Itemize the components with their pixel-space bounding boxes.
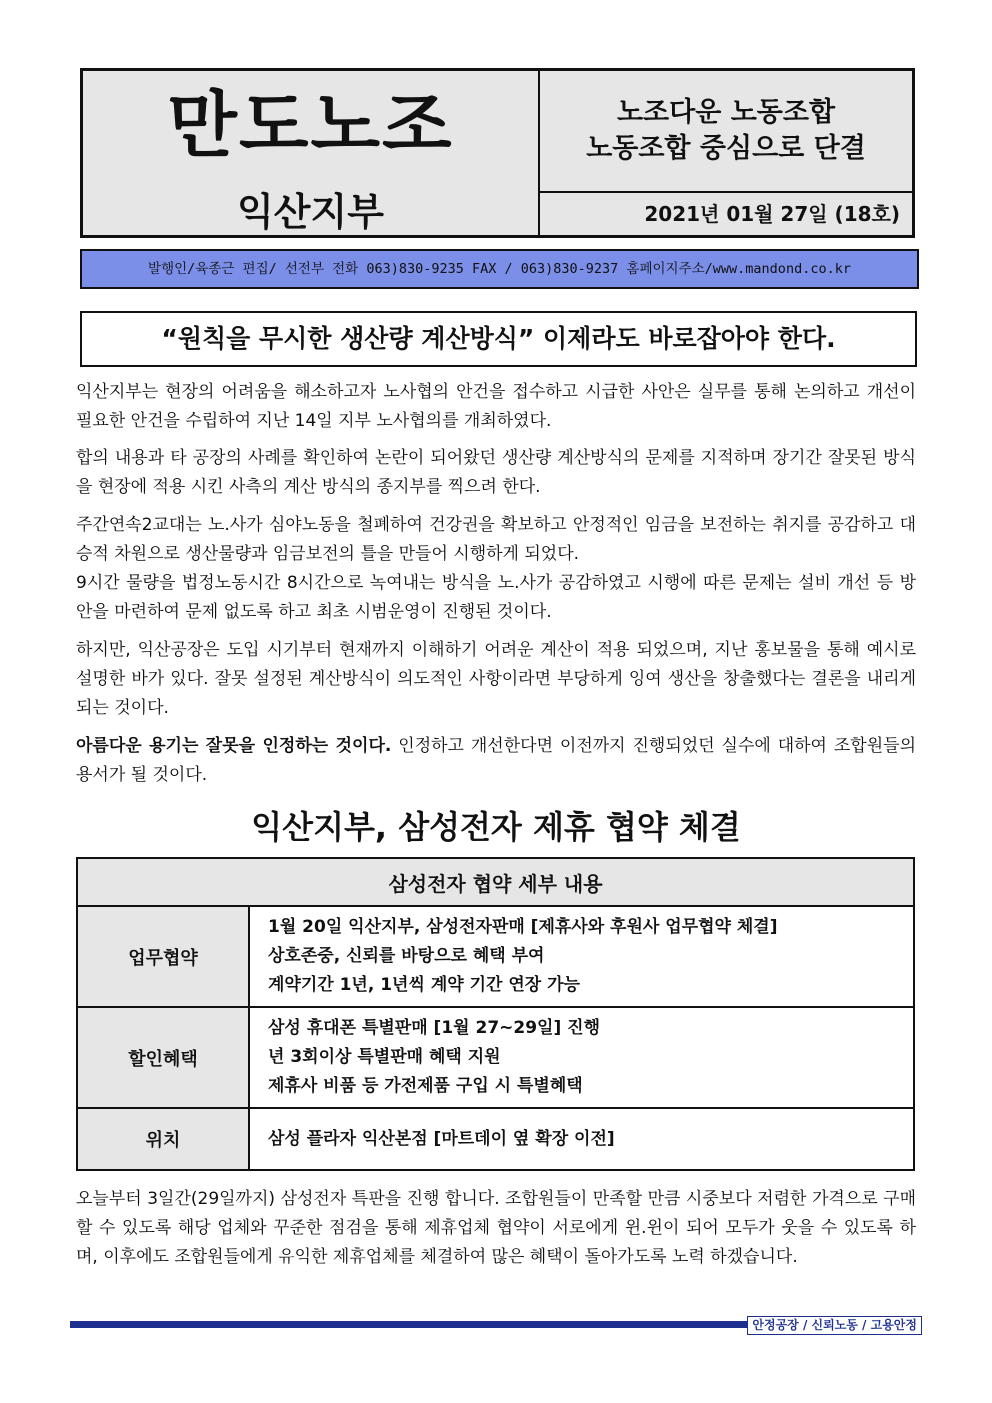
newsletter-title: 만도노조 xyxy=(167,83,454,167)
slogan-box xyxy=(540,71,912,193)
row-line: 년 3회이상 특별판매 혜택 지원 xyxy=(268,1047,501,1067)
masthead xyxy=(80,68,915,238)
row-content xyxy=(249,1007,914,1108)
row-line: 제휴사 비품 등 가전제품 구입 시 특별혜택 xyxy=(268,1076,583,1096)
row-content xyxy=(249,1108,914,1170)
slogan xyxy=(540,95,912,167)
table-row xyxy=(77,906,914,1007)
closing-paragraph: 오늘부터 3일간(29일까지) 삼성전자 특판을 진행 합니다. 조합원들이 만족할 만큼 시중보다 저렴한 가격으로 구매할 수 있도록 해당 업체와 꾸준한 점검을 통해 제휴업체 협약이 서로에게 윈.윈이 되어 모두가 웃을 수 있도록 하며, 이후에도 조합원들에게 유익한 제휴업체를 체결하여 많은 혜택이 돌아가도록 노력 하겠습니다. xyxy=(76,1189,916,1267)
agreement-table xyxy=(76,857,915,1171)
footer-slogan: 안정공장 / 신뢰노동 / 고용안정 xyxy=(747,1316,922,1335)
paragraph: 익산지부는 현장의 어려움을 해소하고자 노사협의 안건을 접수하고 시급한 사안은 실무를 통해 논의하고 개선이 필요한 안건을 수립하여 지난 14일 지부 노사협의를 개최하였다. xyxy=(76,382,916,431)
paragraph: 하지만, 익산공장은 도입 시기부터 현재까지 이해하기 어려운 계산이 적용 되었으며, 지난 홍보물을 통해 예시로 설명한 바가 있다. 잘못 설정된 계산방식이 의도적인 사항이라면 부당하게 잉여 생산을 창출했다는 결론을 내리게 되는 것이다. xyxy=(76,640,916,718)
row-label: 위치 xyxy=(77,1108,249,1170)
table-row xyxy=(77,1007,914,1108)
slogan-line-1: 노조다운 노동조합 xyxy=(616,97,836,128)
row-label: 할인혜택 xyxy=(77,1007,249,1108)
row-content xyxy=(249,906,914,1007)
row-line: 1월 20일 익산지부, 삼성전자판매 [제휴사와 후원사 업무협약 체결] xyxy=(268,917,778,937)
table-header: 삼성전자 협약 세부 내용 xyxy=(77,858,914,906)
publisher-info-bar: 발행인/육종근 편집/ 선전부 전화 063)830-9235 FAX / 063)830-9237 홈페이지주소/www.mandond.co.kr xyxy=(80,249,919,289)
paragraph-rest: 인정하고 개선한다면 이전까지 진행되었던 실수에 대하여 조합원들의 용서가 될 것이다. xyxy=(76,736,916,785)
paragraph: 주간연속2교대는 노.사가 심야노동을 철폐하여 건강권을 확보하고 안정적인 임금을 보전하는 취지를 공감하고 대승적 차원으로 생산물량과 임금보전의 틀을 만들어 시행하게 되었다. xyxy=(76,515,916,564)
row-line: 계약기간 1년, 1년씩 계약 기간 연장 가능 xyxy=(268,975,580,995)
paragraph: 9시간 물량을 법정노동시간 8시간으로 녹여내는 방식을 노.사가 공감하였고 시행에 따른 문제는 설비 개선 등 방안을 마련하여 문제 없도록 하고 최초 시범운영이 진행된 것이다. xyxy=(76,573,916,622)
row-label: 업무협약 xyxy=(77,906,249,1007)
slogan-line-2: 노동조합 중심으로 단결 xyxy=(586,133,866,164)
paragraph: 합의 내용과 타 공장의 사례를 확인하여 논란이 되어왔던 생산량 계산방식의 문제를 지적하며 장기간 잘못된 방식을 현장에 적용 시킨 사측의 계산 방식의 종지부를 찍으려 한다. xyxy=(76,448,916,497)
paragraph-emphasis xyxy=(76,732,916,790)
row-line: 삼성 휴대폰 특별판매 [1월 27~29일] 진행 xyxy=(268,1018,601,1038)
article-headline: “원칙을 무시한 생산량 계산방식” 이제라도 바로잡아야 한다. xyxy=(80,311,917,367)
emphasis-text: 아름다운 용기는 잘못을 인정하는 것이다. xyxy=(76,736,392,756)
masthead-left xyxy=(83,71,540,235)
table-header-row xyxy=(77,858,914,906)
row-line: 삼성 플라자 익산본점 [마트데이 옆 확장 이전] xyxy=(268,1128,615,1149)
row-line: 상호존중, 신뢰를 바탕으로 혜택 부여 xyxy=(268,946,545,966)
table-row xyxy=(77,1108,914,1170)
issue-date: 2021년 01월 27일 (18호) xyxy=(644,202,900,226)
branch-name: 익산지부 xyxy=(237,190,384,234)
section-title: 익산지부, 삼성전자 제휴 협약 체결 xyxy=(251,808,741,846)
